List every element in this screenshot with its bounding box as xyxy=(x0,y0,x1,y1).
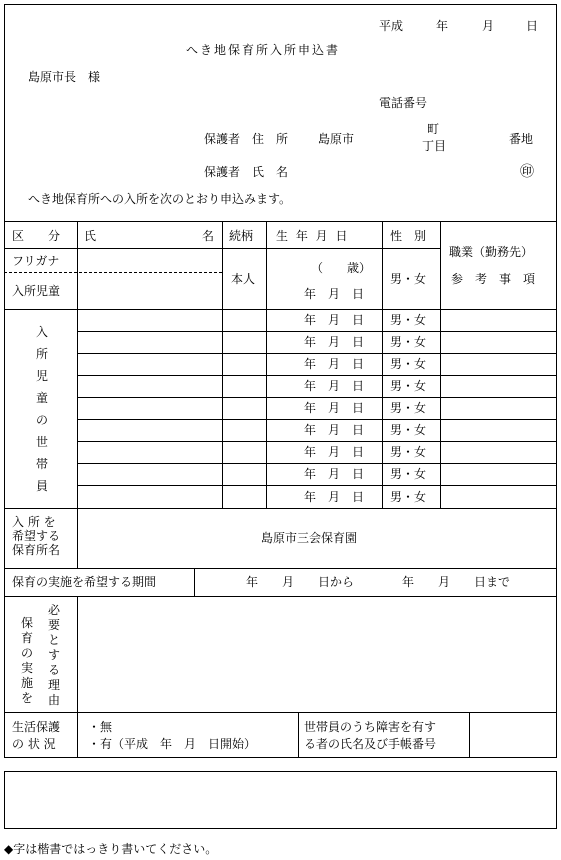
household-birth: 年 月 日 xyxy=(304,401,365,415)
household-birth: 年 月 日 xyxy=(304,445,365,459)
welfare-label-2: の 状 況 xyxy=(12,737,56,751)
household-birth: 年 月 日 xyxy=(304,423,365,437)
guardian-address-label: 保護者 住 所 xyxy=(204,132,289,146)
banchi-label: 番地 xyxy=(509,132,534,146)
household-sex: 男・女 xyxy=(390,445,427,459)
col-birth-header: 生 年 月 日 xyxy=(276,229,350,243)
form-title: へき地保育所入所申込書 xyxy=(186,43,341,57)
col-relation-header: 続柄 xyxy=(229,229,254,243)
main-table xyxy=(4,222,557,758)
reason-label-col1: 保 育 の 実 施 を xyxy=(20,616,33,705)
household-sex: 男・女 xyxy=(390,335,427,349)
household-birth: 年 月 日 xyxy=(304,357,365,371)
household-sex: 男・女 xyxy=(390,379,427,393)
child-label: 入所児童 xyxy=(12,284,61,298)
child-birthdate: 年 月 日 xyxy=(304,287,365,301)
seal-mark: ㊞ xyxy=(520,164,534,180)
addressee: 島原市長 様 xyxy=(28,70,101,84)
col-notes-header: 参 考 事 項 xyxy=(451,272,536,286)
reason-label-col2: 必 要 と す る 理 由 xyxy=(47,603,60,707)
footer-note: ◆字は楷書ではっきり書いてください。 xyxy=(4,842,218,856)
household-sex: 男・女 xyxy=(390,423,427,437)
remarks-box xyxy=(4,771,557,829)
period-text: 年 月 日から 年 月 日まで xyxy=(246,575,511,589)
relation-self: 本人 xyxy=(231,272,256,286)
furigana-label: フリガナ xyxy=(12,254,60,268)
phone-label: 電話番号 xyxy=(379,96,428,110)
col-job-header: 職業（勤務先） xyxy=(449,245,534,259)
disability-label-2: る者の氏名及び手帳番号 xyxy=(304,737,437,751)
guardian-city: 島原市 xyxy=(318,132,355,146)
header-box xyxy=(4,4,557,222)
household-birth: 年 月 日 xyxy=(304,313,365,327)
household-sex: 男・女 xyxy=(390,490,427,504)
chome-label: 丁目 xyxy=(422,139,447,153)
col-name-header-a: 氏 xyxy=(84,229,97,243)
household-sex: 男・女 xyxy=(390,357,427,371)
town-label: 町 xyxy=(427,122,440,136)
household-birth: 年 月 日 xyxy=(304,467,365,481)
facility-label-2: 希望する xyxy=(12,529,61,543)
col-category-header: 区 分 xyxy=(12,229,61,243)
facility-label-3: 保育所名 xyxy=(12,543,61,557)
child-age: （ 歳） xyxy=(311,261,372,275)
household-sex: 男・女 xyxy=(390,401,427,415)
period-label: 保育の実施を希望する期間 xyxy=(12,575,157,589)
household-label: 入 所 児 童 の 世 帯 員 xyxy=(35,325,48,493)
household-birth: 年 月 日 xyxy=(304,379,365,393)
household-sex: 男・女 xyxy=(390,467,427,481)
household-sex: 男・女 xyxy=(390,313,427,327)
household-birth: 年 月 日 xyxy=(304,490,365,504)
welfare-yes: ・有（平成 年 月 日開始） xyxy=(88,737,257,751)
household-birth: 年 月 日 xyxy=(304,335,365,349)
guardian-name-label: 保護者 氏 名 xyxy=(204,165,289,179)
col-name-header-b: 名 xyxy=(202,229,215,243)
facility-name: 島原市三会保育園 xyxy=(261,531,358,545)
welfare-none: ・無 xyxy=(88,720,113,734)
disability-label-1: 世帯員のうち障害を有す xyxy=(304,720,437,734)
child-sex: 男・女 xyxy=(390,272,427,286)
facility-label-1: 入 所 を xyxy=(12,515,56,529)
application-statement: へき地保育所への入所を次のとおり申込みます。 xyxy=(28,192,292,206)
welfare-label-1: 生活保護 xyxy=(12,720,61,734)
col-sex-header: 性 別 xyxy=(390,229,427,243)
